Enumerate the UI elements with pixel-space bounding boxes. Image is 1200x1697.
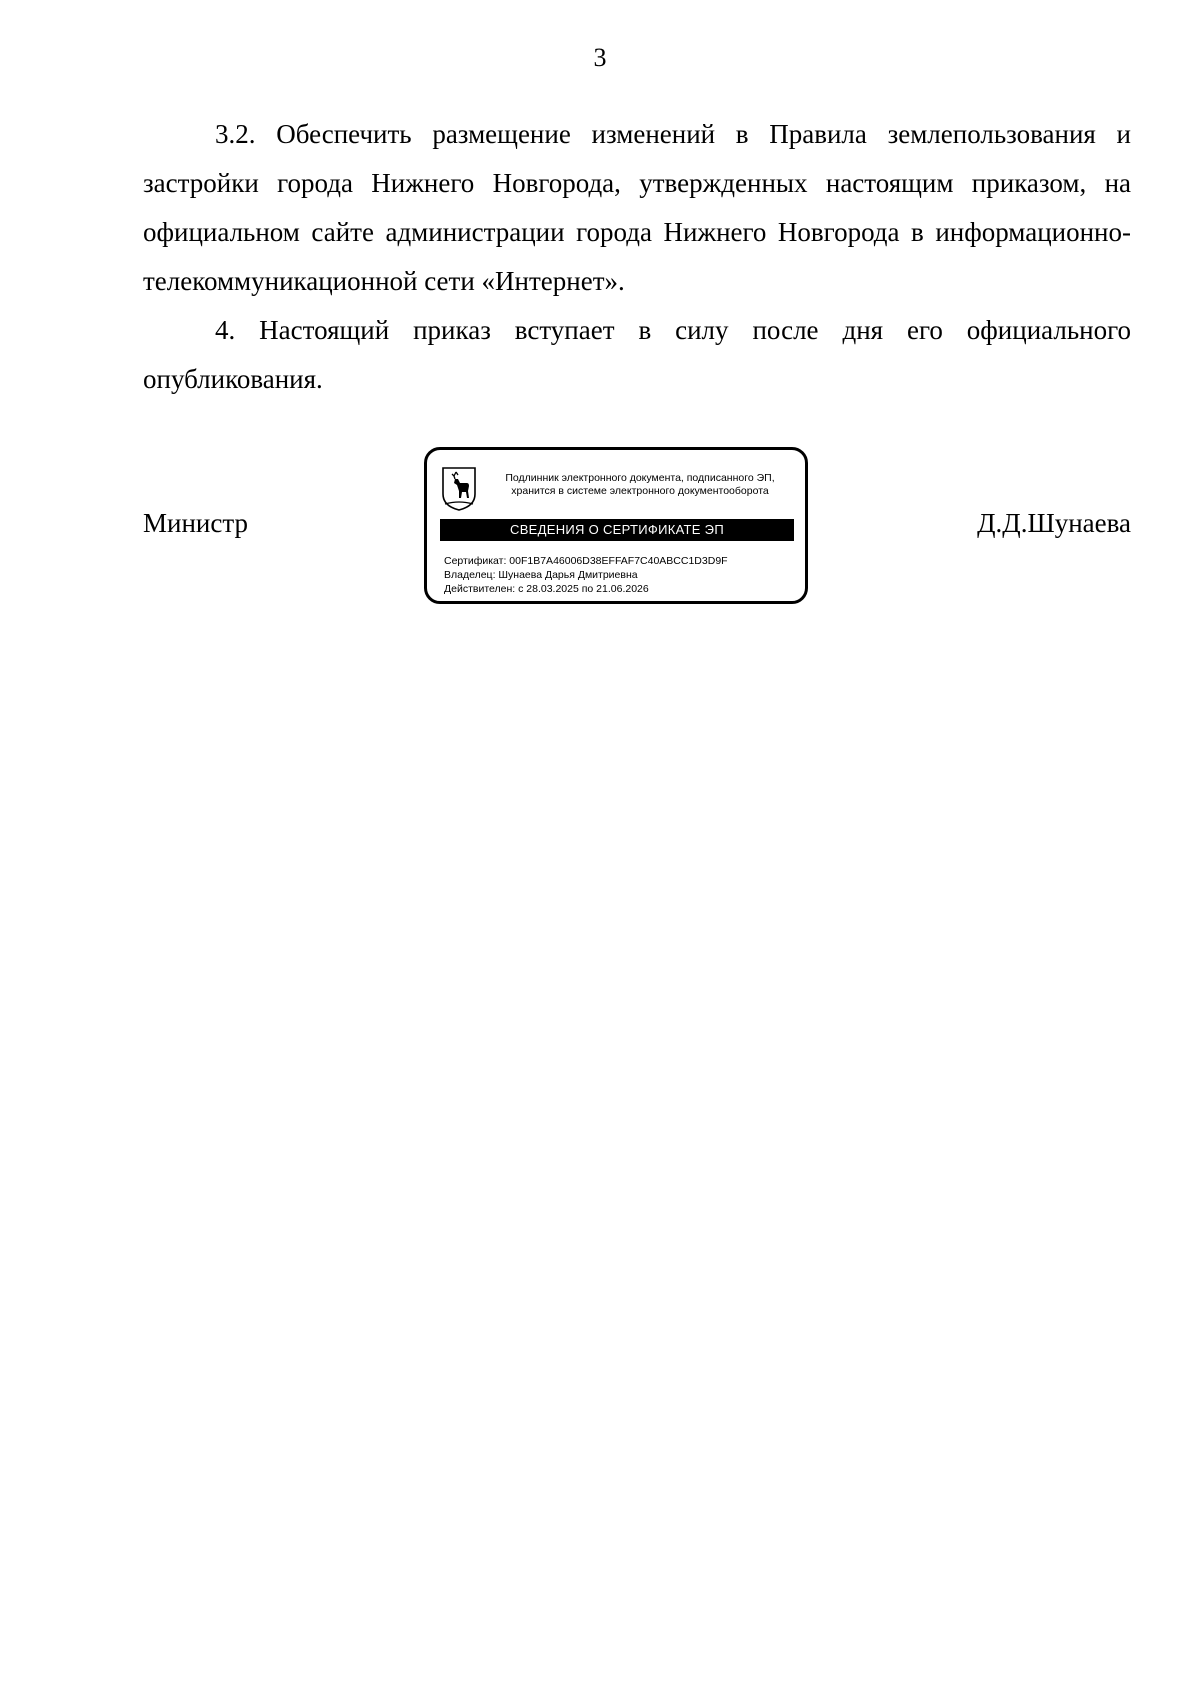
stamp-header [485,472,795,498]
stamp-header-line-1: Подлинник электронного документа, подписанного ЭП, [505,472,775,484]
paragraph-4: 4. Настоящий приказ вступает в силу после дня его официального опубликования. [143,315,1131,394]
certificate-serial: Сертификат: 00F1B7A46006D38EFFAF7C40ABCC1D3D9F [444,555,728,567]
signatory-name: Д.Д.Шунаева [977,508,1131,538]
electronic-signature-stamp [424,447,808,604]
stamp-header-line-2: хранится в системе электронного документооборота [511,485,769,497]
document-body [143,110,1131,404]
stamp-title-bar: СВЕДЕНИЯ О СЕРТИФИКАТЕ ЭП [440,519,794,541]
paragraph-3-2: 3.2. Обеспечить размещение изменений в Правила землепользования и застройки города Нижнего Новгорода, утвержденных настоящим приказом, на официальном сайте администрации города Нижнего Новгорода в информационно-телекоммуникационной сети «Интернет». [143,119,1131,296]
stamp-certificate-details [444,554,728,596]
certificate-validity: Действителен: с 28.03.2025 по 21.06.2026 [444,583,649,595]
signatory-position: Министр [143,508,248,538]
certificate-owner: Владелец: Шунаева Дарья Дмитриевна [444,569,638,581]
page-number: 3 [593,43,607,72]
deer-coat-of-arms-icon [441,466,477,512]
